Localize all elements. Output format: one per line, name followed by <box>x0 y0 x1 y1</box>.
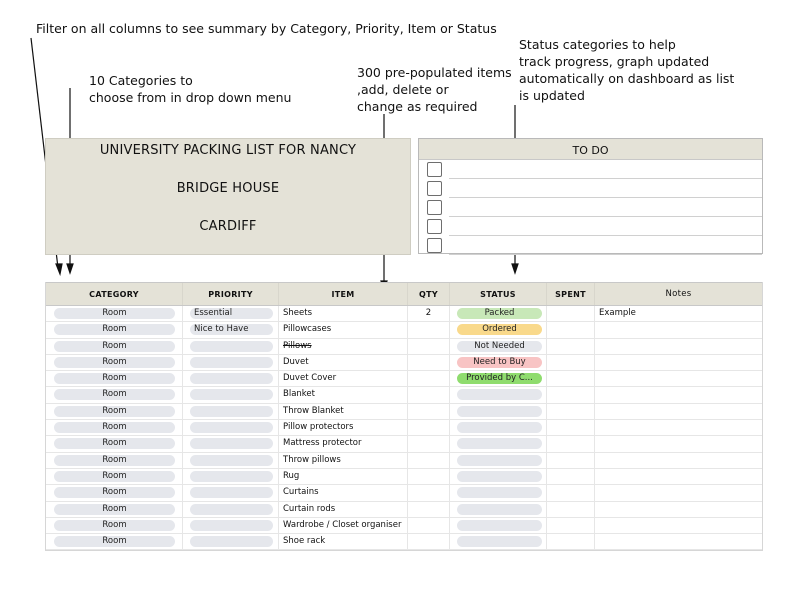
todo-row <box>419 217 762 236</box>
spent-cell[interactable] <box>547 518 595 533</box>
todo-text[interactable] <box>449 254 762 255</box>
status-cell <box>450 420 547 435</box>
item-cell[interactable] <box>279 387 408 402</box>
checkbox[interactable] <box>427 162 442 177</box>
spent-cell[interactable] <box>547 306 595 321</box>
priority-dropdown[interactable] <box>190 341 273 352</box>
checkbox[interactable] <box>427 238 442 253</box>
category-dropdown[interactable]: Room <box>54 389 175 400</box>
qty-text: 2 <box>425 308 432 318</box>
item-text: Pillows <box>283 340 312 351</box>
table-row <box>46 371 762 387</box>
category-dropdown[interactable]: Room <box>54 471 175 482</box>
item-cell[interactable] <box>279 453 408 468</box>
checkbox[interactable] <box>427 219 442 234</box>
item-text: Mattress protector <box>283 438 362 449</box>
notes-cell[interactable] <box>595 502 762 517</box>
category-cell <box>46 518 183 533</box>
spent-cell[interactable] <box>547 485 595 500</box>
category-dropdown[interactable]: Room <box>54 536 175 547</box>
header-item[interactable]: ITEM <box>279 283 408 305</box>
item-text: Wardrobe / Closet organiser <box>283 519 402 530</box>
item-text: Throw Blanket <box>283 405 344 416</box>
status-cell <box>450 404 547 419</box>
priority-cell <box>183 339 279 354</box>
item-cell[interactable] <box>279 371 408 386</box>
qty-cell[interactable] <box>408 306 450 321</box>
table-row <box>46 339 762 355</box>
category-dropdown[interactable]: Room <box>54 422 175 433</box>
priority-dropdown[interactable]: Nice to Have <box>190 324 273 335</box>
qty-cell[interactable] <box>408 469 450 484</box>
category-cell <box>46 436 183 451</box>
table-row <box>46 485 762 501</box>
qty-cell[interactable] <box>408 534 450 549</box>
table-row <box>46 355 762 371</box>
arrow-filter-head <box>56 264 62 274</box>
status-dropdown[interactable] <box>457 536 542 547</box>
table-row <box>46 436 762 452</box>
item-text: Throw pillows <box>283 454 341 465</box>
spent-cell[interactable] <box>547 420 595 435</box>
annotation-status: Status categories to help track progress, graph updated automatically on dashboard as list is updated <box>519 37 735 103</box>
table-row <box>46 306 762 322</box>
item-text: Shoe rack <box>283 536 326 547</box>
priority-dropdown[interactable]: Essential <box>190 308 273 319</box>
todo-row <box>419 236 762 255</box>
category-cell <box>46 502 183 517</box>
qty-cell[interactable] <box>408 420 450 435</box>
priority-cell <box>183 355 279 370</box>
priority-dropdown[interactable] <box>190 373 273 384</box>
spent-cell[interactable] <box>547 371 595 386</box>
qty-cell[interactable] <box>408 387 450 402</box>
notes-cell[interactable] <box>595 518 762 533</box>
priority-dropdown[interactable] <box>190 504 273 515</box>
status-cell <box>450 322 547 337</box>
priority-dropdown[interactable] <box>190 406 273 417</box>
table-row <box>46 322 762 338</box>
status-dropdown[interactable] <box>457 389 542 400</box>
title-line-city: CARDIFF <box>199 219 257 234</box>
spent-cell[interactable] <box>547 436 595 451</box>
category-cell <box>46 404 183 419</box>
notes-cell[interactable] <box>595 404 762 419</box>
spent-cell[interactable] <box>547 322 595 337</box>
category-cell <box>46 339 183 354</box>
priority-dropdown[interactable] <box>190 438 273 449</box>
arrow-status-head <box>512 264 518 273</box>
priority-cell <box>183 502 279 517</box>
item-cell[interactable] <box>279 502 408 517</box>
category-cell <box>46 420 183 435</box>
item-cell[interactable] <box>279 306 408 321</box>
todo-row <box>419 198 762 217</box>
notes-cell[interactable] <box>595 436 762 451</box>
status-dropdown[interactable] <box>457 471 542 482</box>
qty-cell[interactable] <box>408 355 450 370</box>
item-text: Duvet Cover <box>283 373 337 384</box>
status-cell <box>450 387 547 402</box>
title-line-name: UNIVERSITY PACKING LIST FOR NANCY <box>99 143 357 158</box>
spent-cell[interactable] <box>547 502 595 517</box>
todo-row <box>419 160 762 179</box>
status-dropdown[interactable]: Ordered <box>457 324 542 335</box>
header-status[interactable]: STATUS <box>450 283 547 305</box>
table-row <box>46 469 762 485</box>
priority-cell <box>183 371 279 386</box>
status-dropdown[interactable] <box>457 438 542 449</box>
table-row <box>46 387 762 403</box>
notes-cell[interactable] <box>595 469 762 484</box>
annotation-items: 300 pre-populated items ,add, delete or change as required <box>357 65 512 114</box>
item-text: Pillow protectors <box>283 422 354 433</box>
status-dropdown[interactable]: Need to Buy <box>457 357 542 368</box>
qty-cell[interactable] <box>408 322 450 337</box>
category-cell <box>46 371 183 386</box>
title-line-house: BRIDGE HOUSE <box>176 181 280 196</box>
todo-header: TO DO <box>419 139 762 160</box>
checkbox[interactable] <box>427 200 442 215</box>
todo-panel <box>418 138 763 254</box>
spent-cell[interactable] <box>547 387 595 402</box>
notes-cell[interactable] <box>595 306 762 321</box>
status-dropdown[interactable]: Provided by C... <box>457 373 542 384</box>
item-text: Sheets <box>283 308 313 318</box>
category-dropdown[interactable]: Room <box>54 406 175 417</box>
status-cell <box>450 306 547 321</box>
category-dropdown[interactable]: Room <box>54 373 175 384</box>
table-row <box>46 502 762 518</box>
annotation-categories: 10 Categories to choose from in drop down menu <box>89 73 292 105</box>
item-text: Pillowcases <box>283 324 332 335</box>
category-dropdown[interactable]: Room <box>54 504 175 515</box>
category-cell <box>46 355 183 370</box>
priority-dropdown[interactable] <box>190 471 273 482</box>
status-dropdown[interactable] <box>457 455 542 466</box>
qty-cell[interactable] <box>408 371 450 386</box>
status-cell <box>450 355 547 370</box>
item-cell[interactable] <box>279 339 408 354</box>
status-cell <box>450 436 547 451</box>
table-row <box>46 534 762 550</box>
arrow-categories-head <box>67 264 73 273</box>
item-cell[interactable] <box>279 518 408 533</box>
spent-cell[interactable] <box>547 453 595 468</box>
status-cell <box>450 502 547 517</box>
status-cell <box>450 534 547 549</box>
priority-cell <box>183 387 279 402</box>
status-dropdown[interactable]: Not Needed <box>457 341 542 352</box>
item-cell[interactable] <box>279 355 408 370</box>
item-cell[interactable] <box>279 404 408 419</box>
qty-cell[interactable] <box>408 502 450 517</box>
priority-cell <box>183 420 279 435</box>
packing-table <box>45 282 763 551</box>
status-cell <box>450 469 547 484</box>
header-spent[interactable]: SPENT <box>547 283 595 305</box>
table-row <box>46 420 762 436</box>
status-cell <box>450 339 547 354</box>
status-cell <box>450 485 547 500</box>
item-text: Curtains <box>283 487 319 498</box>
category-cell <box>46 453 183 468</box>
category-cell <box>46 387 183 402</box>
spent-cell[interactable] <box>547 355 595 370</box>
category-cell <box>46 485 183 500</box>
category-cell <box>46 469 183 484</box>
category-dropdown[interactable]: Room <box>54 487 175 498</box>
qty-cell[interactable] <box>408 453 450 468</box>
priority-dropdown[interactable] <box>190 357 273 368</box>
category-dropdown[interactable]: Room <box>54 455 175 466</box>
item-cell[interactable] <box>279 436 408 451</box>
status-dropdown[interactable] <box>457 520 542 531</box>
status-dropdown[interactable]: Packed <box>457 308 542 319</box>
category-dropdown[interactable]: Room <box>54 324 175 335</box>
priority-cell <box>183 534 279 549</box>
qty-cell[interactable] <box>408 404 450 419</box>
notes-cell[interactable] <box>595 355 762 370</box>
notes-cell[interactable] <box>595 339 762 354</box>
priority-cell <box>183 469 279 484</box>
status-dropdown[interactable] <box>457 422 542 433</box>
priority-cell <box>183 306 279 321</box>
notes-cell[interactable] <box>595 322 762 337</box>
title-box <box>45 138 411 255</box>
priority-cell <box>183 518 279 533</box>
spent-cell[interactable] <box>547 339 595 354</box>
priority-dropdown[interactable] <box>190 389 273 400</box>
priority-dropdown[interactable] <box>190 422 273 433</box>
notes-cell[interactable] <box>595 387 762 402</box>
qty-cell[interactable] <box>408 485 450 500</box>
item-cell[interactable] <box>279 420 408 435</box>
priority-dropdown[interactable] <box>190 455 273 466</box>
status-dropdown[interactable] <box>457 504 542 515</box>
priority-cell <box>183 485 279 500</box>
item-text: Blanket <box>283 389 315 400</box>
header-category[interactable]: CATEGORY <box>46 283 183 305</box>
notes-cell[interactable] <box>595 371 762 386</box>
spent-cell[interactable] <box>547 534 595 549</box>
category-dropdown[interactable]: Room <box>54 341 175 352</box>
table-body <box>46 306 762 550</box>
category-dropdown[interactable]: Room <box>54 357 175 368</box>
item-cell[interactable] <box>279 534 408 549</box>
table-row <box>46 453 762 469</box>
category-cell <box>46 322 183 337</box>
priority-cell <box>183 404 279 419</box>
status-dropdown[interactable] <box>457 487 542 498</box>
item-text: Duvet <box>283 356 309 367</box>
category-cell <box>46 534 183 549</box>
notes-cell[interactable] <box>595 453 762 468</box>
priority-dropdown[interactable] <box>190 487 273 498</box>
status-cell <box>450 518 547 533</box>
table-header <box>46 282 762 306</box>
item-cell[interactable] <box>279 469 408 484</box>
priority-cell <box>183 322 279 337</box>
category-dropdown[interactable]: Room <box>54 308 175 319</box>
spent-cell[interactable] <box>547 404 595 419</box>
item-text: Rug <box>283 470 300 481</box>
header-qty[interactable]: QTY <box>408 283 450 305</box>
todo-row <box>419 179 762 198</box>
qty-cell[interactable] <box>408 339 450 354</box>
notes-cell[interactable] <box>595 534 762 549</box>
priority-dropdown[interactable] <box>190 536 273 547</box>
category-dropdown[interactable]: Room <box>54 438 175 449</box>
status-cell <box>450 453 547 468</box>
notes-text: Example <box>599 308 636 318</box>
header-notes[interactable]: Notes <box>665 289 692 299</box>
qty-cell[interactable] <box>408 436 450 451</box>
priority-cell <box>183 453 279 468</box>
table-row <box>46 518 762 534</box>
category-cell <box>46 306 183 321</box>
header-priority[interactable]: PRIORITY <box>183 283 279 305</box>
checkbox[interactable] <box>427 181 442 196</box>
category-dropdown[interactable]: Room <box>54 520 175 531</box>
qty-cell[interactable] <box>408 518 450 533</box>
notes-cell[interactable] <box>595 420 762 435</box>
item-cell[interactable] <box>279 485 408 500</box>
spent-cell[interactable] <box>547 469 595 484</box>
status-cell <box>450 371 547 386</box>
priority-dropdown[interactable] <box>190 520 273 531</box>
status-dropdown[interactable] <box>457 406 542 417</box>
item-cell[interactable] <box>279 322 408 337</box>
item-text: Curtain rods <box>283 503 336 514</box>
annotation-filter: Filter on all columns to see summary by Category, Priority, Item or Status <box>36 21 497 36</box>
priority-cell <box>183 436 279 451</box>
notes-cell[interactable] <box>595 485 762 500</box>
table-row <box>46 404 762 420</box>
